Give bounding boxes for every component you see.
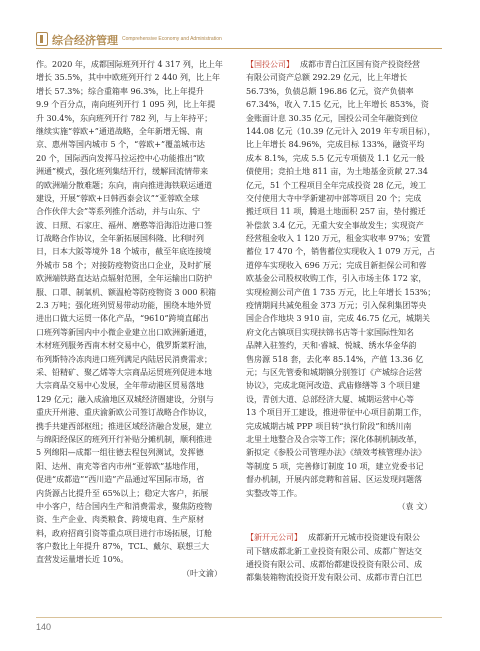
section-lead-line (246, 58, 444, 71)
text-line: 升 30.4%，东向班列开行 782 列，与上年持平； (36, 113, 213, 123)
text-line: 订战略合作协议，全年新拓展国科隆、比利时列 (36, 234, 204, 244)
text-line: 波、日照、石家庄、福州、磨憨等沿海沿边港口签 (36, 220, 212, 230)
text-line: 2.3 万吨；强化班列贸易带动功能，围绕本地外贸 (36, 301, 212, 311)
right-column (246, 58, 444, 585)
text-line: 5 列绵阳—成都一组往德去程包列测试，发挥德 (36, 448, 204, 458)
text-line: 有限公司资产总额 292.29 亿元，比上年增长 (246, 73, 408, 83)
text-line: 继续实施“蓉欧+”通道战略，全年新增无锡、南 (36, 126, 203, 136)
text-line: 建设，开展“蓉欧+日韩西泰会议”“亚蓉欧全球 (36, 193, 199, 203)
text-line: 元；与区先管委和城期镇分别签订《产城综合运营 (246, 367, 422, 377)
section-tag: 【国投公司】 (246, 60, 294, 69)
text-line: 督办机制，开展内部竞聘和首届、区运发现问题落 (246, 475, 422, 485)
text-line: 中小客户，结合国内生产和消费需求，聚焦防疫物 (36, 501, 212, 511)
section-lead-line (246, 531, 444, 544)
text-line: 合作伙伴大会”等系列推介活动，并与山东、宁 (36, 207, 201, 217)
text-line: 补偿款 3.4 亿元，无重大安全事故发生；实现资产 (246, 220, 424, 230)
text-line: 道停车实现收入 696 万元；完成目新拒保公司和蓉 (246, 260, 427, 270)
text-line: 布列斯特冷冻肉进口班列满足内陆居民消费需求； (36, 354, 212, 364)
section-lead-text: 成都市青白江区国有资产投资经营 (300, 60, 420, 69)
text-line: 与绵阳经保区的班列开行补贴分摊机制，顺利推进 (36, 434, 212, 444)
text-line: 大宗商品交易中心发展，全年带动港区贸易落地 (36, 381, 204, 391)
text-line: 金账面计息 30.35 亿元，国投公司全年融资到位 (246, 113, 418, 123)
text-line: 设，青创大道、总部经济大厦、城期运营中心等 (246, 394, 414, 404)
text-line: 客户数比上年提升 87%，TCL、戴尔、联想三大 (36, 542, 210, 552)
text-line: 直营发运量增长近 10%。 (36, 555, 129, 565)
text-line: 的欧洲端分散难题；东向，南向推进海铁联运通道 (36, 180, 212, 190)
text-line: 北里土地整合及合宗等工作；深化体制机制改革， (246, 434, 422, 444)
text-line: 交付使用大寺中学新建初中部等项目 20 个；完成 (246, 193, 422, 203)
text-line: 重庆开州港、重庆渝新欧公司签订战略合作协议， (36, 408, 212, 418)
text-line: 欧洲端铁路直达站点辐射范围，全年运输出口防护 (36, 274, 212, 284)
page-header (0, 0, 480, 52)
text-line: 料，政府招商引资等重点项目进行市场拓展，订舱 (36, 528, 212, 538)
text-line: 国企合作地块 3 910 亩，完成 46.75 亿元，城期关 (246, 314, 430, 324)
text-line: 资、生产企业、肉类粮食、跨境电商、生产原材 (36, 515, 204, 525)
text-line: 协议》，完成北斑河改造、武庙修缮等 3 个项目建 (246, 381, 421, 391)
text-line: 144.08 亿元（10.39 亿元计入 2019 年专项目标）， (246, 126, 436, 136)
text-line: 9.9 个百分点，南向班列开行 1 095 列，比上年提 (36, 100, 216, 110)
header-divider (36, 48, 442, 49)
text-line: 实整改等工作。 (246, 488, 302, 498)
text-line: 129 亿元；融入成渝地区双城经济圈建设，分别与 (36, 394, 214, 404)
section-tag: 【新开元公司】 (246, 533, 302, 543)
text-line: 作。2020 年，成都国际班列开行 4 317 列，比上年 (36, 60, 223, 69)
text-line: 比上年增长 84.96%，完成目标 133%，融资平均 (246, 140, 425, 150)
text-line: 通投资有限公司、成都怡都建设投资有限公司、成 (246, 560, 422, 570)
text-line: 疫情期间共减免租金 373 万元；引入保利集团等央 (246, 301, 427, 311)
text-line: 服、口罩、制氧机、额温枪等防疫物资 3 000 积箱 (36, 287, 216, 297)
text-line: 日，日本大阪等境外 18 个城市，截至年底连接境 (36, 247, 212, 257)
text-line: 内货源占比提升至 65%以上；稳定大客户，拓展 (36, 488, 209, 498)
section-title: 综合经济管理 (52, 34, 118, 47)
text-line: 完成城期古城 PPP 项目转“执行阶段”和绣川南 (246, 421, 412, 431)
text-line: 新拟定《参股公司管理办法》《绩效考核管理办法》 (246, 448, 426, 458)
section-title-english: Comprehensive Economy and Administration (122, 36, 222, 42)
text-line: 债使用；竞拍土地 811 亩，为土地基金贡献 27.34 (246, 167, 428, 177)
page-number: 140 (36, 622, 52, 632)
spacer (246, 513, 444, 531)
logo-icon (36, 32, 48, 46)
text-line: 府文化古镇项目实现扶锦书店等十家国际性知名 (246, 327, 414, 337)
text-line: 促进“成都造”“西川造”产品通过军国际市场，省 (36, 475, 205, 485)
text-line: 外城市 58 个；对接防疫物资出口企业，及时扩展 (36, 260, 212, 270)
author-signature: （叶文渝） (182, 568, 222, 578)
text-line: 采、铅精矿、聚乙烯等大宗商品运贸班列促进本地 (36, 367, 212, 377)
text-line: 搬迁项目 11 项，腾退土地面积 257 亩，垫付搬迁 (246, 207, 426, 217)
text-line: 阳、达州、南充等省内市州“亚蓉欧”基地作用， (36, 461, 205, 471)
text-line: 67.34%，收入 7.15 亿元，比上年增长 853%，资 (246, 100, 429, 110)
text-line: 携手共建西部枢纽；推进区域经济融合发展，建立 (36, 421, 212, 431)
text-line: 经营租金收入 1 120 万元，租金实收率 97%；安置 (246, 234, 431, 244)
text-line: 实现检测公司产值 1 735 万元，比上年增长 153%； (246, 287, 436, 297)
text-line: 13 个项目开工建设，推进带征中心项目前期工作， (246, 408, 427, 418)
text-line: 增长 35.5%，其中中欧班列开行 2 440 列，比上年 (36, 73, 220, 83)
text-line: 进出口做大运贸一体化产品，“9610”跨境直邮出 (36, 314, 209, 324)
text-line: 等制度 5 项，完善修订制度 10 项，建立党委书记 (246, 461, 424, 471)
text-line: 成本 8.1%，完成 5.5 亿元专项债及 1.1 亿元一般 (246, 153, 425, 163)
text-line: 品牌入驻签约，天和·睿城、悦城、绣水华金华韵 (246, 341, 417, 351)
text-line: 口班列等新国内中小微企业建立出口欧洲新通道， (36, 327, 212, 337)
section-lead-text: 成都新开元城市投资建设有限公 (308, 533, 420, 543)
text-line: 56.73%，负债总额 196.86 亿元，资产负债率 (246, 86, 414, 96)
text-line: 都集装箱物流投资开发有限公司、成都市青白江巴 (246, 573, 422, 583)
footer-divider (36, 617, 442, 618)
text-line: 京、惠州等国内城市 5 个，“蓉欧+”覆盖城市达 (36, 140, 206, 150)
text-line: 司下辖成都北新工业投资有限公司、成都广智达交 (246, 546, 422, 556)
text-line: 洲通”模式，强化班列集结开行，缓解回流情带来 (36, 167, 209, 177)
author-signature: （袁 文） (397, 501, 432, 511)
text-line: 木材班列服务西南木材交易中心，俄罗斯菜籽油， (36, 341, 212, 351)
text-line: 欧基金公司股权收购工作，引入市场主体 172 家， (246, 274, 427, 284)
text-line: 蓄位 17 470 个，销售蓄位实现收入 1 079 万元，占 (246, 247, 436, 257)
text-line: 售房源 518 套，去化率 85.14%，产值 13.36 亿 (246, 354, 424, 364)
text-line: 20 个，国际西向发挥马拉运控中心功能推出“欧 (36, 153, 205, 163)
text-line: 亿元，51 个工程项目全年完成投资 28 亿元，竣工 (246, 180, 426, 190)
text-line: 增长 57.3%；综合重箱率 96.3%，比上年提升 (36, 86, 204, 96)
left-column (36, 58, 234, 580)
